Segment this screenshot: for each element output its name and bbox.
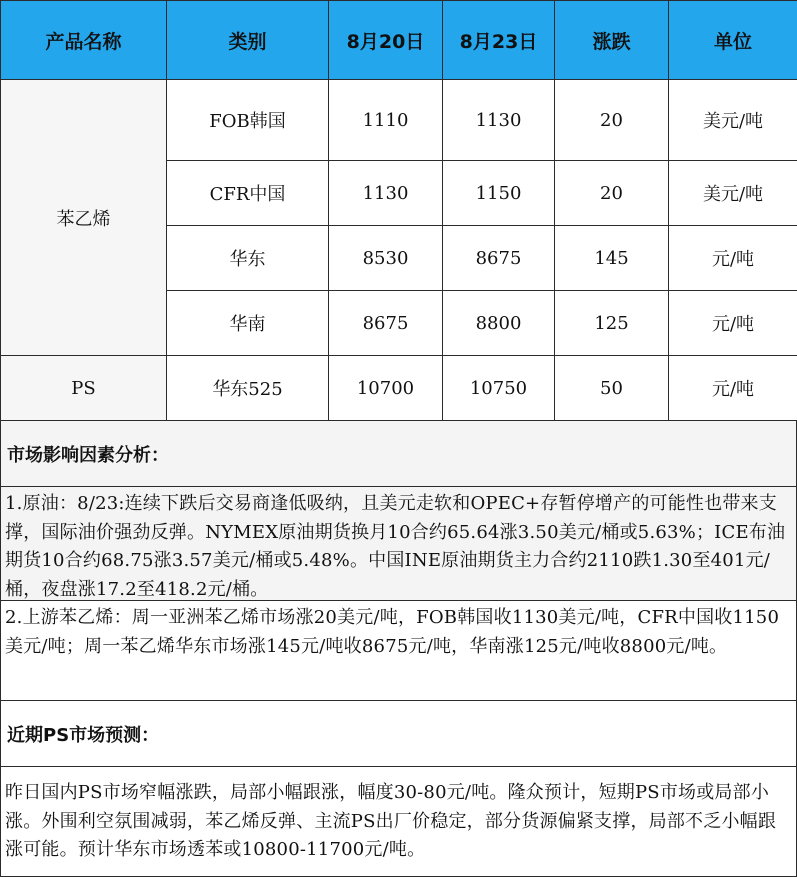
aug23-cell: 8800 — [443, 291, 555, 356]
aug23-cell: 1150 — [443, 161, 555, 226]
forecast-paragraph: 昨日国内PS市场窄幅涨跌，局部小幅跟涨，幅度30-80元/吨。隆众预计，短期PS市场或局部小涨。外围利空氛围减弱，苯乙烯反弹、主流PS出厂价稳定，部分货源偏紧支撑，局部不乏小幅跟涨可能。预计华东市场透苯或10800-11700元/吨。 — [0, 767, 797, 877]
table-row — [1, 80, 797, 161]
aug20-cell: 8530 — [329, 226, 443, 291]
analysis-paragraph-crude: 1.原油：8/23:连续下跌后交易商逢低吸纳，且美元走软和OPEC+存暂停增产的可能性也带来支撑，国际油价强劲反弹。NYMEX原油期货换月10合约65.64涨3.50美元/桶或5.63%；ICE布油期货10合约68.75涨3.57美元/桶或5.48%。中国INE原油期货主力合约2110跌1.30至401元/桶，夜盘涨17.2至418.2元/桶。 — [0, 487, 797, 601]
category-cell: 华东 — [167, 226, 329, 291]
forecast-title: 近期PS市场预测： — [0, 701, 797, 767]
header-aug20: 8月20日 — [329, 1, 443, 80]
aug23-cell: 8675 — [443, 226, 555, 291]
aug20-cell: 1110 — [329, 80, 443, 161]
unit-cell: 元/吨 — [669, 356, 797, 421]
analysis-paragraph-styrene: 2.上游苯乙烯：周一亚洲苯乙烯市场涨20美元/吨，FOB韩国收1130美元/吨，CFR中国收1150美元/吨；周一苯乙烯华东市场涨145元/吨收8675元/吨，华南涨125元/吨收8800元/吨。 — [0, 601, 797, 701]
aug20-cell: 8675 — [329, 291, 443, 356]
category-cell: 华南 — [167, 291, 329, 356]
aug20-cell: 1130 — [329, 161, 443, 226]
header-product: 产品名称 — [1, 1, 167, 80]
analysis-title: 市场影响因素分析： — [0, 421, 797, 487]
table-row — [1, 356, 797, 421]
header-change: 涨跌 — [555, 1, 669, 80]
header-aug23: 8月23日 — [443, 1, 555, 80]
header-category: 类别 — [167, 1, 329, 80]
unit-cell: 美元/吨 — [669, 80, 797, 161]
aug23-cell: 10750 — [443, 356, 555, 421]
header-unit: 单位 — [669, 1, 797, 80]
category-cell: CFR中国 — [167, 161, 329, 226]
category-cell: 华东525 — [167, 356, 329, 421]
change-cell: 20 — [555, 161, 669, 226]
unit-cell: 元/吨 — [669, 226, 797, 291]
category-cell: FOB韩国 — [167, 80, 329, 161]
aug20-cell: 10700 — [329, 356, 443, 421]
change-cell: 20 — [555, 80, 669, 161]
product-cell: PS — [1, 356, 167, 421]
change-cell: 50 — [555, 356, 669, 421]
price-table — [0, 0, 797, 421]
change-cell: 145 — [555, 226, 669, 291]
unit-cell: 元/吨 — [669, 291, 797, 356]
unit-cell: 美元/吨 — [669, 161, 797, 226]
table-header-row — [1, 1, 797, 80]
change-cell: 125 — [555, 291, 669, 356]
aug23-cell: 1130 — [443, 80, 555, 161]
product-cell: 苯乙烯 — [1, 80, 167, 356]
